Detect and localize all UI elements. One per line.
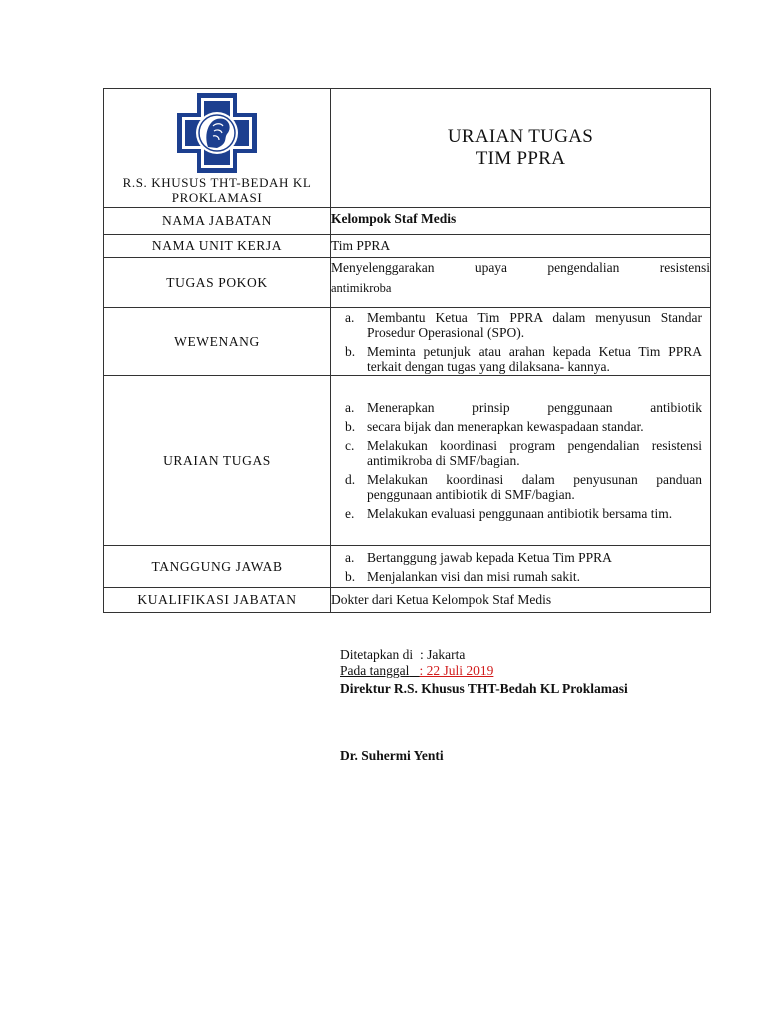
ditetapkan-label: Ditetapkan di: [340, 647, 414, 662]
list-text: Meminta petunjuk atau arahan kepada Ketua Tim PPRA terkait dengan tugas yang dilaksana- kannya.: [367, 343, 702, 374]
value-nama-unit-kerja: Tim PPRA: [331, 235, 711, 258]
value-tugas-pokok: [331, 258, 711, 308]
value-uraian-tugas: [331, 376, 711, 546]
list-marker: d.: [345, 472, 356, 487]
ditetapkan-value: : Jakarta: [420, 647, 466, 662]
label-nama-jabatan: NAMA JABATAN: [104, 208, 331, 235]
value-nama-jabatan: Kelompok Staf Medis: [331, 208, 711, 235]
list-marker: a.: [345, 309, 355, 325]
list-item: [331, 550, 702, 565]
label-kualifikasi-jabatan: KUALIFIKASI JABATAN: [104, 588, 331, 613]
list-item: [331, 310, 702, 340]
tugas-pokok-line-1: Menyelenggarakan upaya pengendalian resistensi: [331, 260, 710, 275]
document-title: [331, 89, 711, 208]
list-marker: a.: [345, 549, 355, 565]
value-kualifikasi-jabatan: Dokter dari Ketua Kelompok Staf Medis: [331, 588, 711, 613]
list-marker: c.: [345, 438, 355, 453]
label-tanggung-jawab: TANGGUNG JAWAB: [104, 546, 331, 588]
list-marker: b.: [345, 568, 356, 584]
wewenang-list: [331, 310, 702, 374]
tanggal-value: : 22 Juli 2019: [419, 663, 494, 678]
list-item: [331, 472, 702, 502]
tanggal-line: [340, 663, 493, 679]
list-text: Melakukan evaluasi penggunaan antibiotik bersama tim.: [367, 506, 673, 521]
label-tugas-pokok: TUGAS POKOK: [104, 258, 331, 308]
title-line-2: TIM PPRA: [475, 148, 566, 169]
list-text: Membantu Ketua Tim PPRA dalam menyusun Standar Prosedur Operasional (SPO).: [367, 309, 702, 340]
hospital-name: R.S. KHUSUS THT-BEDAH KL PROKLAMASI: [122, 175, 312, 205]
list-marker: e.: [345, 506, 355, 521]
label-wewenang: WEWENANG: [104, 308, 331, 376]
list-text: Bertanggung jawab kepada Ketua Tim PPRA: [367, 549, 612, 565]
hospital-header-cell: [104, 89, 331, 208]
list-item: [331, 569, 702, 584]
list-marker: b.: [345, 343, 356, 359]
label-uraian-tugas: URAIAN TUGAS: [104, 376, 331, 546]
tugas-pokok-line-2: antimikroba: [331, 281, 392, 295]
list-item: [331, 438, 702, 468]
list-item: [331, 419, 702, 434]
list-item: [331, 400, 702, 415]
title-line-1: URAIAN TUGAS: [447, 126, 594, 147]
list-item: [331, 344, 702, 374]
director-title: Direktur R.S. Khusus THT-Bedah KL Proklamasi: [340, 681, 628, 696]
ditetapkan-line: [340, 647, 465, 663]
list-item: [331, 506, 702, 521]
uraian-tugas-list: [331, 400, 702, 521]
list-text: Menerapkan prinsip penggunaan antibiotik: [367, 400, 702, 415]
job-description-table: [103, 88, 711, 613]
list-text: Menjalankan visi dan misi rumah sakit.: [367, 568, 580, 584]
list-text: secara bijak dan menerapkan kewaspadaan standar.: [367, 419, 644, 434]
label-nama-unit-kerja: NAMA UNIT KERJA: [104, 235, 331, 258]
tanggung-jawab-list: [331, 550, 702, 584]
value-wewenang: [331, 308, 711, 376]
director-name: Dr. Suhermi Yenti: [340, 748, 444, 763]
tanggal-label: Pada tanggal: [340, 663, 410, 678]
list-text: Melakukan koordinasi program pengendalian resistensi antimikroba di SMF/bagian.: [367, 438, 702, 468]
hospital-emblem-icon: [177, 93, 257, 173]
list-marker: b.: [345, 419, 356, 434]
list-marker: a.: [345, 400, 355, 415]
value-tanggung-jawab: [331, 546, 711, 588]
list-text: Melakukan koordinasi dalam penyusunan panduan penggunaan antibiotik di SMF/bagian.: [367, 472, 702, 502]
